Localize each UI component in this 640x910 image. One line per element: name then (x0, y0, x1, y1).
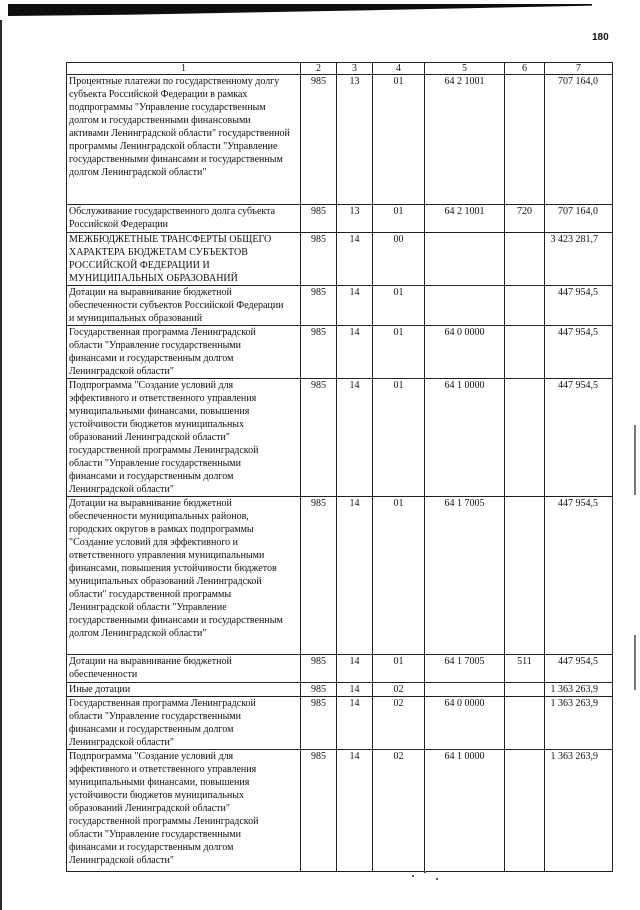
row-section: 13 (337, 205, 373, 233)
table-row (67, 697, 613, 750)
row-ministry-code: 985 (301, 286, 337, 326)
row-expense-type (505, 75, 545, 205)
table-row (67, 750, 613, 872)
row-amount: 3 423 281,7 (545, 233, 613, 286)
row-expense-type (505, 697, 545, 750)
row-section: 14 (337, 683, 373, 697)
row-name: Дотации на выравнивание бюджетной обеспеченности (67, 655, 301, 683)
table-row (67, 286, 613, 326)
row-amount: 1 363 263,9 (545, 683, 613, 697)
row-name: Подпрограмма "Создание условий для эффективного и ответственного управления муниципальными финансами, повышения устойчивости бюджетов муниципальных образований Ленинградской области" государственной программы Ленинградской области "Управление государственными финансами и государственным долгом Ленинградской области" (67, 750, 301, 872)
row-target-article: 64 1 0000 (425, 379, 505, 497)
row-name: МЕЖБЮДЖЕТНЫЕ ТРАНСФЕРТЫ ОБЩЕГО ХАРАКТЕРА БЮДЖЕТАМ СУБЪЕКТОВ РОССИЙСКОЙ ФЕДЕРАЦИИ И МУНИЦИПАЛЬНЫХ ОБРАЗОВАНИЙ (67, 233, 301, 286)
row-subsection: 01 (373, 379, 425, 497)
row-subsection: 02 (373, 750, 425, 872)
row-amount: 447 954,5 (545, 655, 613, 683)
row-section: 14 (337, 655, 373, 683)
scan-right-mark (634, 635, 636, 690)
row-target-article: 64 1 7005 (425, 655, 505, 683)
row-target-article: 64 0 0000 (425, 326, 505, 379)
row-section: 14 (337, 697, 373, 750)
column-number: 5 (425, 63, 505, 75)
table-row (67, 326, 613, 379)
column-number: 2 (301, 63, 337, 75)
row-expense-type (505, 286, 545, 326)
scan-speck (436, 878, 438, 880)
row-amount: 447 954,5 (545, 326, 613, 379)
row-ministry-code: 985 (301, 697, 337, 750)
row-subsection: 01 (373, 655, 425, 683)
row-target-article (425, 286, 505, 326)
page-number: 180 (592, 32, 609, 43)
row-amount: 1 363 263,9 (545, 697, 613, 750)
row-subsection: 01 (373, 75, 425, 205)
row-subsection: 01 (373, 326, 425, 379)
row-section: 14 (337, 326, 373, 379)
row-ministry-code: 985 (301, 683, 337, 697)
row-name: Иные дотации (67, 683, 301, 697)
table-row (67, 655, 613, 683)
row-target-article (425, 233, 505, 286)
row-expense-type (505, 233, 545, 286)
scan-left-edge (0, 20, 2, 910)
table-row (67, 75, 613, 205)
row-name: Обслуживание государственного долга субъекта Российской Федерации (67, 205, 301, 233)
row-ministry-code: 985 (301, 326, 337, 379)
row-ministry-code: 985 (301, 750, 337, 872)
row-section: 14 (337, 750, 373, 872)
row-amount: 447 954,5 (545, 286, 613, 326)
column-number: 7 (545, 63, 613, 75)
row-subsection: 02 (373, 683, 425, 697)
table-row (67, 205, 613, 233)
row-expense-type: 511 (505, 655, 545, 683)
row-amount: 447 954,5 (545, 379, 613, 497)
row-target-article: 64 1 7005 (425, 497, 505, 655)
row-name: Дотации на выравнивание бюджетной обеспеченности муниципальных районов, городских округов в рамках подпрограммы "Создание условий для эффективного и ответственного управления муниципальными финансами, повышения устойчивости бюджетов муниципальных образований Ленинградской области" государственной программы Ленинградской области "Управление государственными финансами и государственным долгом Ленинградской области" (67, 497, 301, 655)
row-amount: 1 363 263,9 (545, 750, 613, 872)
row-section: 13 (337, 75, 373, 205)
row-name: Дотации на выравнивание бюджетной обеспеченности субъектов Российской Федерации и муниципальных образований (67, 286, 301, 326)
row-expense-type (505, 683, 545, 697)
scan-top-bar (8, 4, 592, 16)
scan-speck (412, 875, 414, 877)
row-ministry-code: 985 (301, 655, 337, 683)
row-amount: 707 164,0 (545, 75, 613, 205)
scan-speck (424, 871, 426, 873)
scan-right-mark (634, 425, 636, 495)
row-name: Подпрограмма "Создание условий для эффективного и ответственного управления муниципальными финансами, повышения устойчивости бюджетов муниципальных образований Ленинградской области" государственной программы Ленинградской области "Управление государственными финансами и государственным долгом Ленинградской области" (67, 379, 301, 497)
row-subsection: 01 (373, 497, 425, 655)
row-name: Процентные платежи по государственному долгу субъекта Российской Федерации в рамках подпрограммы "Управление государственным долгом и государственными финансовыми активами Ленинградской области" государственной программы Ленинградской области "Управление государственными финансами и государственным долгом Ленинградской области" (67, 75, 301, 205)
row-section: 14 (337, 379, 373, 497)
row-amount: 707 164,0 (545, 205, 613, 233)
row-section: 14 (337, 286, 373, 326)
row-target-article: 64 2 1001 (425, 205, 505, 233)
row-name: Государственная программа Ленинградской области "Управление государственными финансами и государственным долгом Ленинградской области" (67, 697, 301, 750)
column-number: 6 (505, 63, 545, 75)
row-subsection: 00 (373, 233, 425, 286)
column-number: 3 (337, 63, 373, 75)
row-target-article: 64 1 0000 (425, 750, 505, 872)
table-row (67, 497, 613, 655)
row-section: 14 (337, 233, 373, 286)
row-ministry-code: 985 (301, 379, 337, 497)
row-amount: 447 954,5 (545, 497, 613, 655)
row-target-article: 64 2 1001 (425, 75, 505, 205)
row-expense-type (505, 750, 545, 872)
row-ministry-code: 985 (301, 75, 337, 205)
table-row (67, 233, 613, 286)
row-ministry-code: 985 (301, 205, 337, 233)
column-number: 4 (373, 63, 425, 75)
row-expense-type (505, 379, 545, 497)
table-row (67, 683, 613, 697)
row-expense-type: 720 (505, 205, 545, 233)
row-ministry-code: 985 (301, 497, 337, 655)
row-subsection: 01 (373, 205, 425, 233)
column-number: 1 (67, 63, 301, 75)
row-subsection: 02 (373, 697, 425, 750)
row-target-article (425, 683, 505, 697)
row-expense-type (505, 497, 545, 655)
row-target-article: 64 0 0000 (425, 697, 505, 750)
row-subsection: 01 (373, 286, 425, 326)
row-name: Государственная программа Ленинградской области "Управление государственными финансами и государственным долгом Ленинградской области" (67, 326, 301, 379)
column-number-row (67, 63, 613, 75)
row-expense-type (505, 326, 545, 379)
budget-table (66, 62, 613, 872)
row-section: 14 (337, 497, 373, 655)
table-row (67, 379, 613, 497)
row-ministry-code: 985 (301, 233, 337, 286)
